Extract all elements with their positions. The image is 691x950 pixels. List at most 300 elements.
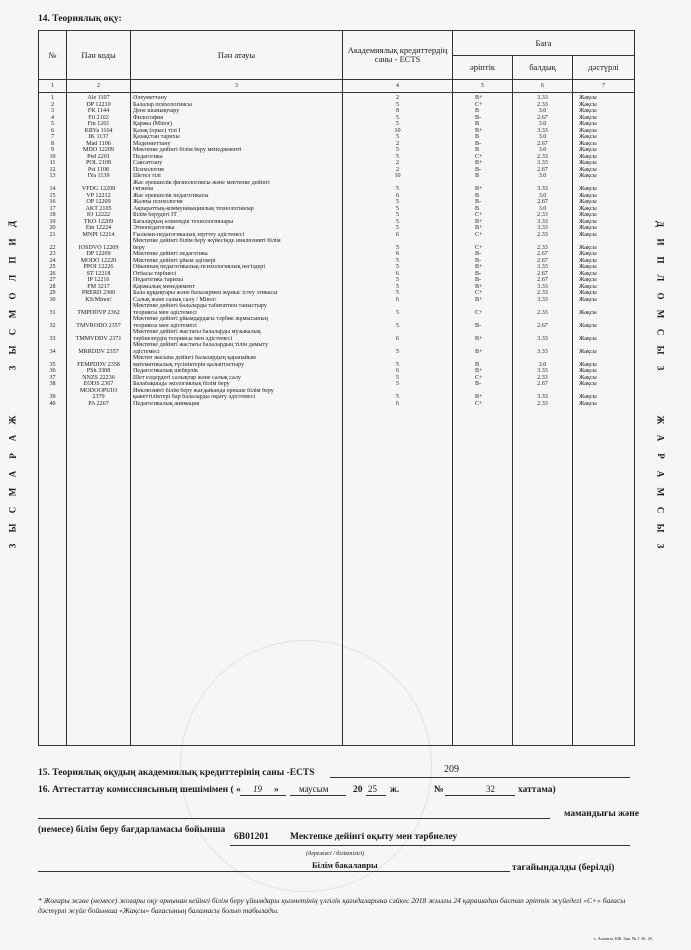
traditional-grade: Жақсы bbox=[579, 114, 597, 121]
letter-grade: B+ bbox=[475, 95, 483, 101]
row-number: 27 bbox=[49, 277, 56, 283]
points-grade: 2.67 bbox=[537, 114, 548, 121]
subject-name: Жас ерекшелік физиологиясы және мектепке дейінгі bbox=[133, 179, 270, 186]
points-grade: 2.67 bbox=[537, 277, 548, 283]
row-number: 31 bbox=[49, 309, 56, 316]
letter-grade: C+ bbox=[475, 231, 483, 238]
row-number: 18 bbox=[49, 212, 56, 218]
row-number: 29 bbox=[49, 290, 56, 296]
subject-code: Ale 1107 bbox=[87, 95, 110, 101]
subject-code: Fin 1201 bbox=[87, 121, 110, 127]
row-number: 35 bbox=[49, 361, 56, 368]
subject-code: POL 2108 bbox=[86, 160, 111, 166]
side-letter: О bbox=[655, 292, 666, 300]
credits-value: 6 bbox=[395, 368, 400, 374]
subject-name: Педагогика тарихы bbox=[133, 277, 183, 283]
subject-code: IO 12222 bbox=[86, 212, 111, 218]
credits-value: 10 bbox=[394, 173, 401, 179]
row-number: 14 bbox=[49, 186, 56, 192]
points-grade: 3.33 bbox=[537, 160, 548, 166]
letter-grade: B bbox=[475, 134, 480, 140]
credits-value: 5 bbox=[395, 212, 400, 218]
subject-name: Дене шынықтыру bbox=[133, 108, 180, 114]
points-grade: 3.33 bbox=[537, 368, 548, 374]
points-grade: 2.33 bbox=[537, 244, 548, 251]
subject-name: Ойынның педагогикалық-психологиялық негіздері bbox=[133, 264, 266, 270]
subject-code: PPOI 12226 bbox=[83, 264, 114, 270]
subject-code: DP 12209 bbox=[86, 251, 111, 257]
points-grade: 3.0 bbox=[538, 147, 547, 153]
letter-grade: B- bbox=[475, 257, 482, 264]
protocol-number: 32 bbox=[486, 784, 495, 794]
subject-name: Қаржылық менеджмент bbox=[133, 283, 195, 290]
points-grade: 3.33 bbox=[537, 296, 548, 303]
subject-name: Этнопедагогика bbox=[133, 225, 175, 231]
side-watermark-left bbox=[8, 215, 17, 555]
subject-code: MRRDDV 2357 bbox=[78, 348, 119, 355]
side-letter: М bbox=[7, 309, 18, 319]
degree-level: Білім бакалавры bbox=[312, 860, 378, 870]
row-number: 6 bbox=[50, 127, 55, 134]
subject-name: Отбасы тәрбиесі bbox=[133, 270, 177, 277]
traditional-grade: Жақсы bbox=[579, 368, 597, 374]
traditional-grade: Жақсы bbox=[579, 153, 597, 160]
traditional-grade: Жақсы bbox=[579, 309, 597, 316]
letter-grade: B+ bbox=[475, 394, 483, 400]
index-cell: 7 bbox=[573, 80, 635, 93]
letter-grade: B+ bbox=[475, 335, 483, 342]
subject-code: MODO 12220 bbox=[80, 257, 117, 264]
row-number: 34 bbox=[49, 348, 56, 355]
credits-value: 6 bbox=[395, 270, 400, 277]
subject-name: Жалпы психология bbox=[133, 199, 183, 205]
traditional-grade: Жақсы bbox=[579, 108, 597, 114]
credits-value: 5 bbox=[395, 147, 400, 153]
letter-grade: C+ bbox=[475, 400, 483, 407]
letter-grade: C+ bbox=[475, 290, 483, 296]
letter-grade: B- bbox=[475, 251, 482, 257]
letter-grade: B bbox=[475, 121, 480, 127]
points-grade: 3.33 bbox=[537, 394, 548, 400]
subject-code: MNPI 12214 bbox=[82, 231, 115, 238]
traditional-grade: Жақсы bbox=[579, 225, 597, 231]
letter-grade: B- bbox=[475, 199, 482, 205]
letter-grade: B bbox=[475, 361, 480, 368]
points-grade: 3.33 bbox=[537, 283, 548, 290]
subject-name: математикалық түсініктерін қалыптастыру bbox=[133, 361, 245, 368]
subject-code: FK 1144 bbox=[87, 108, 110, 114]
credits-value: 6 bbox=[395, 296, 400, 303]
subject-name: Балабақшада экологиялық білім беру bbox=[133, 381, 230, 387]
subject-code: IYa 1139 bbox=[87, 173, 110, 179]
index-cell: 5 bbox=[453, 80, 513, 93]
points-grade: 2.33 bbox=[537, 374, 548, 381]
row-number: 1 bbox=[50, 95, 55, 101]
decision-year: 25 bbox=[368, 784, 377, 794]
column-index-row bbox=[39, 80, 635, 93]
traditional-grade: Жақсы bbox=[579, 361, 597, 368]
points-grade: 3.33 bbox=[537, 348, 548, 355]
credits-value: 5 bbox=[395, 101, 400, 108]
row-number: 8 bbox=[50, 140, 55, 147]
side-letter: Р bbox=[655, 453, 666, 459]
subject-code: PRERD 2300 bbox=[81, 290, 116, 296]
subject-name: Әлеуметтану bbox=[133, 95, 167, 101]
points-grade: 3.33 bbox=[537, 335, 548, 342]
row-number: 25 bbox=[49, 264, 56, 270]
traditional-grade: Жақсы bbox=[579, 95, 597, 101]
subject-name: әдістемесі bbox=[133, 348, 160, 355]
row-number: 19 bbox=[49, 218, 56, 225]
letter-grade: C+ bbox=[475, 374, 483, 381]
subject-name: Білім берудегі IT bbox=[133, 212, 177, 218]
subject-name: теориясы мен әдістемесі bbox=[133, 309, 197, 316]
letter-grade: C+ bbox=[475, 244, 483, 251]
subject-name: Қаржы (Minor) bbox=[133, 121, 172, 127]
protocol-end: хаттама) bbox=[518, 785, 556, 795]
traditional-grade: Жақсы bbox=[579, 374, 597, 381]
traditional-grade: Жақсы bbox=[579, 296, 597, 303]
subject-code: Mad 1106 bbox=[86, 140, 111, 147]
column-no bbox=[39, 93, 67, 746]
side-letter: Д bbox=[655, 220, 666, 228]
program-prefix: (немесе) білім беру бағдарламасы бойынша bbox=[38, 825, 226, 835]
side-letter: Ж bbox=[655, 415, 666, 425]
subject-name: Ақпараттық-коммуникациялық технологиялар bbox=[133, 205, 254, 212]
subject-name: Инклюзивті білім беру жағдайында ерекше білім беру bbox=[133, 387, 274, 394]
subject-code: IOSDVO 12209 bbox=[78, 244, 119, 251]
index-cell: 3 bbox=[131, 80, 343, 93]
credits-value: 5 bbox=[395, 257, 400, 264]
letter-grade: C+ bbox=[475, 212, 483, 218]
header-letter: әріптік bbox=[453, 56, 513, 80]
subject-code: VFDG 12209 bbox=[81, 186, 116, 192]
points-grade: 3.0 bbox=[538, 173, 547, 179]
subject-code: MDO 12209 bbox=[83, 147, 114, 153]
subject-code: Fil 2102 bbox=[88, 114, 109, 121]
row-number: 3 bbox=[50, 108, 55, 114]
header-credits: Академиялық кредиттердің саны - ECTS bbox=[343, 31, 453, 80]
credits-value: 6 bbox=[395, 231, 400, 238]
subject-code: 2370 bbox=[92, 394, 105, 400]
row-number: 32 bbox=[49, 322, 56, 329]
points-grade: 3.0 bbox=[538, 192, 547, 199]
decision-month: маусым bbox=[299, 784, 329, 794]
credits-value: 6 bbox=[395, 400, 400, 407]
subject-name: Мектепке дейінгі педагогика bbox=[133, 251, 208, 257]
points-grade: 2.33 bbox=[537, 309, 548, 316]
subject-name: Мектепке дейінгі балаларды табиғатпен таныстыру bbox=[133, 303, 267, 309]
points-grade: 2.67 bbox=[537, 381, 548, 387]
letter-grade: B+ bbox=[475, 283, 483, 290]
side-letter: Р bbox=[7, 453, 18, 459]
subject-name: Жас ерекшелік педагогикасы bbox=[133, 192, 209, 199]
side-letter: Л bbox=[655, 274, 666, 282]
subject-name: Қазақ (орыс) тілі I bbox=[133, 127, 181, 134]
letter-grade: B+ bbox=[475, 264, 483, 270]
letter-grade: B bbox=[475, 205, 480, 212]
side-letter: Ы bbox=[655, 345, 666, 355]
traditional-grade: Жақсы bbox=[579, 186, 597, 192]
subject-code: KS/Minor/ bbox=[85, 296, 112, 303]
row-number: 33 bbox=[49, 335, 56, 342]
letter-grade: B+ bbox=[475, 127, 483, 134]
side-letter: М bbox=[7, 487, 18, 497]
letter-grade: B+ bbox=[475, 218, 483, 225]
subject-code: AKT 2105 bbox=[85, 205, 112, 212]
points-grade: 3.0 bbox=[538, 361, 547, 368]
side-letter: З bbox=[7, 365, 18, 371]
row-number: 11 bbox=[49, 160, 56, 166]
letter-grade: B bbox=[475, 108, 480, 114]
side-letter: Ы bbox=[655, 523, 666, 533]
row-number: 22 bbox=[49, 244, 56, 251]
points-grade: 3.33 bbox=[537, 127, 548, 134]
index-cell: 1 bbox=[39, 80, 67, 93]
header-no: № bbox=[39, 31, 67, 80]
points-grade: 2.67 bbox=[537, 322, 548, 329]
subject-name: теориясы мен әдістемесі bbox=[133, 322, 197, 329]
print-mark: г. Алматы. БФ. Зак. № 1 36. 25 bbox=[594, 936, 653, 941]
subject-code: OP 12209 bbox=[86, 199, 111, 205]
credits-value: 5 bbox=[395, 348, 400, 355]
subject-name: Психология bbox=[133, 166, 164, 173]
credits-value: 10 bbox=[394, 127, 401, 134]
subject-code: TMVRODO 2357 bbox=[76, 322, 121, 329]
side-letter: М bbox=[655, 309, 666, 319]
subject-name: Педагогикалық шеберлік bbox=[133, 368, 199, 374]
row-number: 16 bbox=[49, 199, 56, 205]
side-letter: Ы bbox=[7, 345, 18, 355]
credits-value: 5 bbox=[395, 361, 400, 368]
column-name bbox=[131, 93, 343, 746]
row-number: 23 bbox=[49, 251, 56, 257]
subject-code: FM 3217 bbox=[87, 283, 110, 290]
credits-value: 5 bbox=[395, 322, 400, 329]
row-number: 15 bbox=[49, 192, 56, 199]
side-letter: О bbox=[7, 292, 18, 300]
row-number: 21 bbox=[49, 231, 56, 238]
traditional-grade: Жақсы bbox=[579, 394, 597, 400]
subject-name: гигиена bbox=[133, 186, 154, 192]
section-15-label: 15. Теориялық оқудың академиялық кредиттерінің саны -ECTS bbox=[38, 768, 315, 778]
side-letter: А bbox=[7, 434, 18, 442]
letter-grade: B+ bbox=[475, 348, 483, 355]
subject-code: Psi 1108 bbox=[88, 166, 109, 173]
subject-code: PSh 3308 bbox=[86, 368, 111, 374]
traditional-grade: Жақсы bbox=[579, 290, 597, 296]
subject-code: TMPDDVP 2362 bbox=[77, 309, 120, 316]
section-16-label: 16. Аттестаттау комиссиясының шешімімен ( « bbox=[38, 785, 241, 795]
traditional-grade: Жақсы bbox=[579, 218, 597, 225]
points-grade: 2.33 bbox=[537, 290, 548, 296]
subject-name: Мектепке дейінгі жастағы балаларды музыкалық bbox=[133, 329, 261, 335]
year-suffix: ж. bbox=[390, 785, 400, 795]
credits-value: 6 bbox=[395, 192, 400, 199]
side-letter: Ы bbox=[7, 523, 18, 533]
points-grade: 3.0 bbox=[538, 121, 547, 127]
points-grade: 2.33 bbox=[537, 231, 548, 238]
section-14-title: 14. Теориялық оқу: bbox=[38, 14, 122, 24]
credits-value: 5 bbox=[395, 374, 400, 381]
traditional-grade: Жақсы bbox=[579, 381, 597, 387]
side-letter: Д bbox=[7, 220, 18, 228]
points-grade: 2.67 bbox=[537, 140, 548, 147]
points-grade: 2.67 bbox=[537, 251, 548, 257]
subject-name: Шетел тілі bbox=[133, 173, 161, 179]
letter-grade: B- bbox=[475, 166, 482, 173]
credits-value: 5 bbox=[395, 153, 400, 160]
header-grade: Баға bbox=[453, 31, 635, 56]
side-letter: А bbox=[7, 470, 18, 478]
side-letter: Л bbox=[7, 274, 18, 282]
column-letter bbox=[453, 93, 513, 746]
letter-grade: B- bbox=[475, 381, 482, 387]
letter-grade: B+ bbox=[475, 225, 483, 231]
subject-code: TKO 12209 bbox=[83, 218, 114, 225]
side-letter: С bbox=[7, 328, 18, 336]
subject-code: NNZS 22236 bbox=[82, 374, 115, 381]
subject-code: VP 12212 bbox=[86, 192, 111, 199]
credits-value: 5 bbox=[395, 205, 400, 212]
index-cell: 6 bbox=[513, 80, 573, 93]
credits-value: 2 bbox=[395, 140, 400, 147]
traditional-grade: Жақсы bbox=[579, 257, 597, 264]
subject-code: FEMPDDV 2358 bbox=[77, 361, 120, 368]
header-points: балдық bbox=[513, 56, 573, 80]
row-number: 4 bbox=[50, 114, 55, 121]
subject-name: тәрбиелеудің теориясы мен әдістемесі bbox=[133, 335, 233, 342]
letter-grade: B bbox=[475, 192, 480, 199]
row-number: 38 bbox=[49, 381, 56, 387]
row-number: 9 bbox=[50, 147, 55, 153]
index-cell: 4 bbox=[343, 80, 453, 93]
credits-value: 6 bbox=[395, 251, 400, 257]
assigned-label: тағайындалды (берілді) bbox=[512, 863, 615, 873]
traditional-grade: Жақсы bbox=[579, 205, 597, 212]
points-grade: 3.0 bbox=[538, 108, 547, 114]
traditional-grade: Жақсы bbox=[579, 199, 597, 205]
credits-value: 5 bbox=[395, 309, 400, 316]
traditional-grade: Жақсы bbox=[579, 147, 597, 153]
side-letter: Ж bbox=[7, 415, 18, 425]
row-number: 7 bbox=[50, 134, 55, 140]
subject-code: IP 12216 bbox=[87, 277, 110, 283]
side-watermark-right bbox=[656, 215, 665, 555]
header-name: Пән атауы bbox=[131, 31, 343, 80]
credits-value: 5 bbox=[395, 290, 400, 296]
credits-value: 5 bbox=[395, 114, 400, 121]
credits-value: 5 bbox=[395, 277, 400, 283]
index-cell: 2 bbox=[67, 80, 131, 93]
subject-name: Мектепке дейінгі жастағы балалардың тілін дамыту bbox=[133, 342, 269, 348]
points-grade: 3.0 bbox=[538, 134, 547, 140]
side-letter: З bbox=[655, 365, 666, 371]
subject-name: Бала құқықтары және балалармен жұмыс істеу этикасы bbox=[133, 290, 278, 296]
letter-grade: B- bbox=[475, 277, 482, 283]
points-grade: 2.67 bbox=[537, 257, 548, 264]
side-letter: З bbox=[655, 543, 666, 549]
side-letter: П bbox=[655, 256, 666, 264]
row-number: 13 bbox=[49, 173, 56, 179]
letter-grade: B+ bbox=[475, 296, 483, 303]
letter-grade: B+ bbox=[475, 160, 483, 166]
protocol-no-label: № bbox=[434, 785, 444, 795]
subject-code: IK 1137 bbox=[88, 134, 109, 140]
credits-value: 5 bbox=[395, 244, 400, 251]
side-letter: А bbox=[655, 470, 666, 478]
subject-name: Философия bbox=[133, 114, 164, 121]
traditional-grade: Жақсы bbox=[579, 244, 597, 251]
credits-value: 8 bbox=[395, 108, 400, 114]
subject-name: Мәдениеттану bbox=[133, 140, 171, 147]
points-grade: 3.33 bbox=[537, 218, 548, 225]
letter-grade: C+ bbox=[475, 153, 483, 160]
row-number: 5 bbox=[50, 121, 55, 127]
traditional-grade: Жақсы bbox=[579, 283, 597, 290]
row-number: 37 bbox=[49, 374, 56, 381]
row-number: 24 bbox=[49, 257, 56, 264]
traditional-grade: Жақсы bbox=[579, 270, 597, 277]
points-grade: 2.67 bbox=[537, 270, 548, 277]
traditional-grade: Жақсы bbox=[579, 127, 597, 134]
subject-name: қажеттіліктері бар балаларды оқыту әдістемесі bbox=[133, 394, 256, 400]
credits-value: 5 bbox=[395, 381, 400, 387]
points-grade: 2.33 bbox=[537, 212, 548, 218]
letter-grade: C+ bbox=[475, 101, 483, 108]
subject-code: KRYa 1164 bbox=[84, 127, 113, 134]
traditional-grade: Жақсы bbox=[579, 277, 597, 283]
subject-code: Ped 2201 bbox=[87, 153, 110, 160]
points-grade: 2.33 bbox=[537, 101, 548, 108]
traditional-grade: Жақсы bbox=[579, 101, 597, 108]
traditional-grade: Жақсы bbox=[579, 348, 597, 355]
subject-code: PA 2267 bbox=[88, 400, 109, 407]
letter-grade: B bbox=[475, 173, 480, 179]
row-number: 20 bbox=[49, 225, 56, 231]
credits-value: 5 bbox=[395, 264, 400, 270]
column-points bbox=[513, 93, 573, 746]
letter-grade: B bbox=[475, 147, 480, 153]
traditional-grade: Жақсы bbox=[579, 134, 597, 140]
row-number: 26 bbox=[49, 270, 56, 277]
points-grade: 2.67 bbox=[537, 166, 548, 173]
subject-name: Ғылыми-педагогикалық зерттеу әдістемесі bbox=[133, 231, 245, 238]
day-close-quote: » bbox=[274, 785, 279, 795]
points-grade: 3.33 bbox=[537, 95, 548, 101]
letter-grade: B+ bbox=[475, 368, 483, 374]
row-number: 40 bbox=[49, 400, 56, 407]
total-credits-value: 209 bbox=[444, 764, 459, 775]
letter-grade: C+ bbox=[475, 309, 483, 316]
side-letter: И bbox=[655, 238, 666, 246]
credits-value: 5 bbox=[395, 186, 400, 192]
credits-value: 5 bbox=[395, 199, 400, 205]
subject-name: Педагогика bbox=[133, 153, 163, 160]
credits-value: 6 bbox=[395, 335, 400, 342]
column-traditional bbox=[573, 93, 635, 746]
points-grade: 2.33 bbox=[537, 400, 548, 407]
subject-name: Саясаттану bbox=[133, 160, 163, 166]
row-number: 39 bbox=[49, 394, 56, 400]
subject-code: EODS 2367 bbox=[83, 381, 114, 387]
traditional-grade: Жақсы bbox=[579, 231, 597, 238]
letter-grade: B- bbox=[475, 270, 482, 277]
subject-name: Салық және салық салу / Minor/ bbox=[133, 296, 217, 303]
points-grade: 3.33 bbox=[537, 264, 548, 270]
program-code: 6В01201 bbox=[234, 832, 269, 842]
row-number: 28 bbox=[49, 283, 56, 290]
